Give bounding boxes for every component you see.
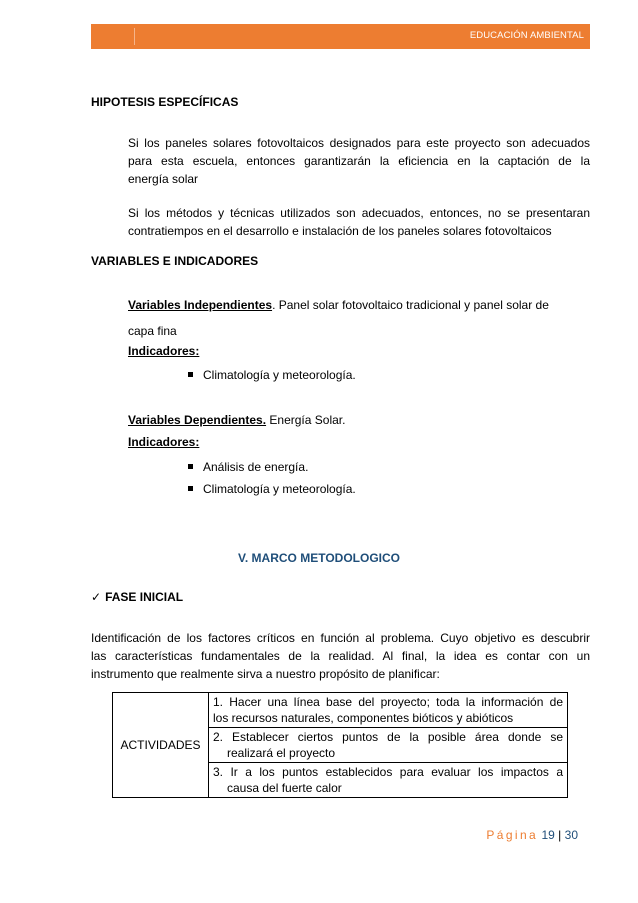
indicadores-label-1: Indicadores: xyxy=(128,344,200,358)
list-item xyxy=(188,460,308,474)
page-label: Página xyxy=(486,828,539,842)
table-row xyxy=(113,693,568,728)
cell-line: 3. Ir a los puntos establecidos para evaluar los impactos a xyxy=(213,765,563,779)
square-bullet-icon xyxy=(188,464,193,469)
text-line: energía solar xyxy=(128,172,199,186)
text-line: Si los métodos y técnicas utilizados son adecuados, entonces, no se presentaran xyxy=(128,206,590,220)
table-cell xyxy=(209,693,568,728)
fase-inicial-heading xyxy=(91,590,183,604)
square-bullet-icon xyxy=(188,372,193,377)
variables-independientes-text-2: capa fina xyxy=(128,324,177,338)
fase-inicial-paragraph xyxy=(91,629,590,683)
header-divider xyxy=(134,28,135,45)
checkmark-icon: ✓ xyxy=(91,590,102,604)
hipotesis-heading: HIPOTESIS ESPECÍFICAS xyxy=(91,95,239,109)
text-line: Identificación de los factores críticos en función al problema. Cuyo objetivo es descubrir xyxy=(91,631,590,645)
variables-independientes-text: . Panel solar fotovoltaico tradicional y panel solar de xyxy=(272,298,549,312)
list-item-text: Análisis de energía. xyxy=(203,460,309,474)
cell-line: causa del fuerte calor xyxy=(227,781,342,795)
page-footer xyxy=(486,828,578,842)
list-item xyxy=(188,368,356,382)
indicadores-label-2: Indicadores: xyxy=(128,435,200,449)
variables-dependientes-text: Energía Solar. xyxy=(266,413,346,427)
text-line: instrumento que realmente sirva a nuestro propósito de planificar: xyxy=(91,667,440,681)
variables-independientes-label: Variables Independientes xyxy=(128,298,273,312)
variables-independientes xyxy=(128,295,590,341)
text-line: Si los paneles solares fotovoltaicos designados para este proyecto son adecuados xyxy=(128,136,590,150)
variables-dependientes-label: Variables Dependientes. xyxy=(128,413,267,427)
page-total: 30 xyxy=(564,828,578,842)
list-item-text: Climatología y meteorología. xyxy=(203,368,356,382)
text-line: las características fundamentales de la realidad. Al final, la idea es contar con un xyxy=(91,649,590,663)
hipotesis-paragraph-2 xyxy=(128,204,590,240)
section-title: V. MARCO METODOLOGICO xyxy=(237,551,400,565)
text-line: para esta escuela, entonces garantizarán la eficiencia en la captación de la xyxy=(128,154,590,168)
header-title: EDUCACIÓN AMBIENTAL xyxy=(469,30,584,41)
hipotesis-paragraph-1 xyxy=(128,134,590,188)
page-current: 19 xyxy=(541,828,555,842)
table-header-cell: ACTIVIDADES xyxy=(113,693,209,798)
variables-dependientes xyxy=(128,413,345,427)
square-bullet-icon xyxy=(188,486,193,491)
text-line: contratiempos en el desarrollo e instalación de los paneles solares fotovoltaicos xyxy=(128,224,552,238)
page-separator: | xyxy=(558,828,562,842)
fase-inicial-title: FASE INICIAL xyxy=(105,590,184,604)
cell-line: 1. Hacer una línea base del proyecto; toda la información de xyxy=(213,695,563,709)
variables-heading: VARIABLES E INDICADORES xyxy=(91,254,259,268)
cell-line: los recursos naturales, componentes bióticos y abióticos xyxy=(213,711,514,725)
list-item xyxy=(188,482,356,496)
header-bar xyxy=(91,24,590,49)
cell-line: realizará el proyecto xyxy=(227,746,336,760)
cell-line: 2. Establecer ciertos puntos de la posible área donde se xyxy=(213,730,563,744)
table-cell xyxy=(209,728,568,763)
activities-table xyxy=(112,692,568,798)
table-cell xyxy=(209,763,568,798)
list-item-text: Climatología y meteorología. xyxy=(203,482,356,496)
